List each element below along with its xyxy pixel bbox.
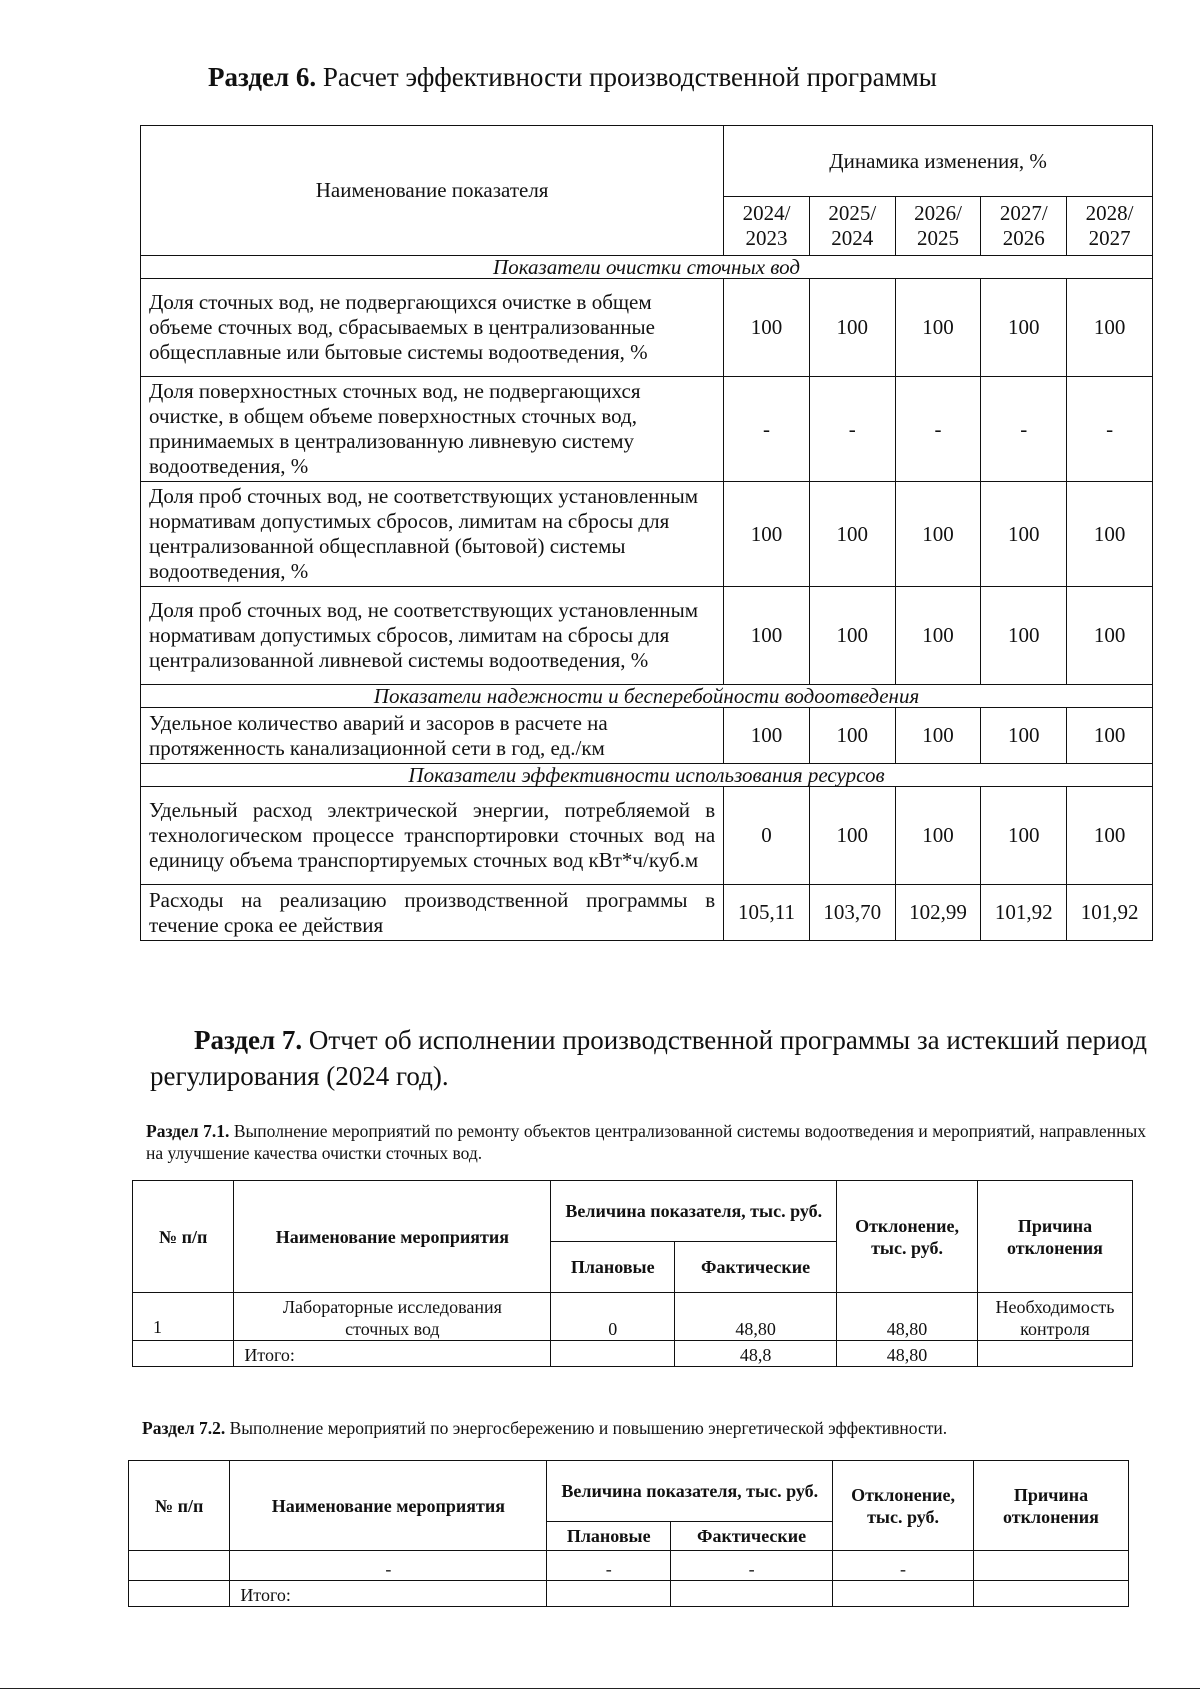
row-actual: - <box>671 1551 833 1581</box>
row-deviation: - <box>833 1551 974 1581</box>
efficiency-table <box>140 125 1153 941</box>
indicator-value: 100 <box>981 587 1067 685</box>
indicator-value: - <box>981 377 1067 482</box>
section7-2-title: Выполнение мероприятий по энергосбережению и повышению энергетической эффективности. <box>229 1418 948 1438</box>
indicator-value: 100 <box>981 787 1067 885</box>
year-header <box>895 197 981 256</box>
indicator-value: 100 <box>895 587 981 685</box>
row-reason: Необходимость контроля <box>977 1293 1132 1341</box>
table-row <box>133 1293 1133 1341</box>
row-planned: 0 <box>551 1293 675 1341</box>
indicator-value: 100 <box>809 787 895 885</box>
table-row <box>141 885 1153 941</box>
indicator-name: Удельный расход электрической энергии, потребляемой в технологическом процессе транспортировки сточных вод на единицу объема транспортируемых сточных вод кВт*ч/куб.м <box>141 787 724 885</box>
table-row <box>141 587 1153 685</box>
section6-label: Раздел 6. <box>208 62 317 92</box>
section-title: Показатели эффективности использования ресурсов <box>141 764 1153 787</box>
indicator-value: 102,99 <box>895 885 981 941</box>
total-label: Итого: <box>230 1581 547 1607</box>
table-row <box>141 708 1153 764</box>
total-num-empty <box>133 1341 234 1367</box>
measure-name-header: Наименование мероприятия <box>230 1461 547 1551</box>
row-num-empty <box>129 1551 230 1581</box>
num-header: № п/п <box>133 1181 234 1293</box>
indicator-value: 103,70 <box>809 885 895 941</box>
total-reason-empty <box>973 1581 1128 1607</box>
indicator-value: - <box>1067 377 1153 482</box>
planned-header: Плановые <box>551 1242 675 1293</box>
row-name: - <box>230 1551 547 1581</box>
year-header-top: 2026/ <box>914 201 962 225</box>
row-name: Лабораторные исследования сточных вод <box>234 1293 551 1341</box>
indicator-value: 100 <box>809 279 895 377</box>
section-title: Показатели очистки сточных вод <box>141 256 1153 279</box>
indicator-value: 101,92 <box>981 885 1067 941</box>
total-planned-empty <box>551 1341 675 1367</box>
year-header <box>724 197 810 256</box>
indicator-value: 100 <box>724 279 810 377</box>
section-row <box>141 685 1153 708</box>
row-reason-empty <box>973 1551 1128 1581</box>
total-deviation-empty <box>833 1581 974 1607</box>
indicator-value: 100 <box>895 482 981 587</box>
measure-name-header: Наименование мероприятия <box>234 1181 551 1293</box>
total-num-empty <box>129 1581 230 1607</box>
year-header <box>981 197 1067 256</box>
year-header-top: 2027/ <box>999 201 1048 225</box>
year-header-bottom: 2027 <box>1088 226 1131 250</box>
total-actual: 48,8 <box>675 1341 837 1367</box>
deviation-header: Отклонение, тыс. руб. <box>833 1461 974 1551</box>
value-header: Величина показателя, тыс. руб. <box>551 1181 837 1242</box>
indicator-value: 100 <box>724 708 810 764</box>
reason-header: Причина отклонения <box>973 1461 1128 1551</box>
year-header-bottom: 2023 <box>745 226 788 250</box>
year-header-top: 2024/ <box>742 201 791 225</box>
row-actual: 48,80 <box>675 1293 837 1341</box>
year-header-top: 2025/ <box>828 201 877 225</box>
planned-header: Плановые <box>547 1522 671 1551</box>
actual-header: Фактические <box>671 1522 833 1551</box>
section7-2-heading <box>142 1418 947 1439</box>
reason-header: Причина отклонения <box>977 1181 1132 1293</box>
total-row <box>133 1341 1133 1367</box>
section7-1-title: Выполнение мероприятий по ремонту объектов централизованной системы водоотведения и мероприятий, направленных на улучшение качества очистки сточных вод. <box>146 1121 1146 1163</box>
indicator-value: 100 <box>981 482 1067 587</box>
indicator-value: 100 <box>981 708 1067 764</box>
num-header: № п/п <box>129 1461 230 1551</box>
indicator-name: Удельное количество аварий и засоров в расчете на протяженность канализационной сети в год, ед./км <box>141 708 724 764</box>
indicator-value: 100 <box>809 587 895 685</box>
section7-2-label: Раздел 7.2. <box>142 1418 226 1438</box>
section7-1-label: Раздел 7.1. <box>146 1121 230 1141</box>
table-row <box>129 1551 1129 1581</box>
table-row <box>141 377 1153 482</box>
indicator-value: - <box>895 377 981 482</box>
energy-saving-table <box>128 1460 1129 1607</box>
indicator-value: 100 <box>724 587 810 685</box>
deviation-header: Отклонение, тыс. руб. <box>837 1181 978 1293</box>
total-actual-empty <box>671 1581 833 1607</box>
table-row <box>141 279 1153 377</box>
section7-title: Отчет об исполнении производственной программы за истекший период регулирования (2024 год). <box>150 1025 1147 1091</box>
total-reason-empty <box>977 1341 1132 1367</box>
indicator-value: 100 <box>1067 279 1153 377</box>
section7-1-heading <box>146 1120 1146 1164</box>
indicator-value: 100 <box>1067 708 1153 764</box>
indicator-value: 100 <box>895 787 981 885</box>
total-deviation: 48,80 <box>837 1341 978 1367</box>
value-header: Величина показателя, тыс. руб. <box>547 1461 833 1522</box>
indicator-value: - <box>724 377 810 482</box>
total-row <box>129 1581 1129 1607</box>
row-num: 1 <box>133 1293 234 1341</box>
indicator-name: Доля поверхностных сточных вод, не подвергающихся очистке, в общем объеме поверхностных сточных вод, принимаемых в централизованную ливневую систему водоотведения, % <box>141 377 724 482</box>
row-planned: - <box>547 1551 671 1581</box>
page-bottom-rule <box>0 1688 1200 1689</box>
indicator-value: 101,92 <box>1067 885 1153 941</box>
indicator-name: Доля сточных вод, не подвергающихся очистке в общем объеме сточных вод, сбрасываемых в централизованные общесплавные или бытовые системы водоотведения, % <box>141 279 724 377</box>
repair-measures-table <box>132 1180 1133 1367</box>
year-header-bottom: 2024 <box>831 226 874 250</box>
total-planned-empty <box>547 1581 671 1607</box>
indicator-value: 100 <box>724 482 810 587</box>
indicator-value: 100 <box>1067 482 1153 587</box>
table-header-row <box>141 126 1153 197</box>
table-header-row <box>133 1181 1133 1242</box>
year-header-bottom: 2026 <box>1002 226 1045 250</box>
indicator-value: 100 <box>809 708 895 764</box>
indicator-value: - <box>809 377 895 482</box>
table-row <box>141 482 1153 587</box>
year-header-bottom: 2025 <box>917 226 960 250</box>
section-row <box>141 256 1153 279</box>
section-row <box>141 764 1153 787</box>
total-label: Итого: <box>234 1341 551 1367</box>
indicator-value: 100 <box>1067 587 1153 685</box>
indicator-value: 100 <box>895 279 981 377</box>
table-header-row <box>129 1461 1129 1522</box>
row-deviation: 48,80 <box>837 1293 978 1341</box>
actual-header: Фактические <box>675 1242 837 1293</box>
indicator-value: 105,11 <box>724 885 810 941</box>
indicator-value: 0 <box>724 787 810 885</box>
year-header-top: 2028/ <box>1085 201 1134 225</box>
indicator-value: 100 <box>895 708 981 764</box>
section6-heading <box>208 62 937 93</box>
table-row <box>141 787 1153 885</box>
year-header <box>809 197 895 256</box>
indicator-name: Доля проб сточных вод, не соответствующих установленным нормативам допустимых сбросов, лимитам на сбросы для централизованной ливневой системы водоотведения, % <box>141 587 724 685</box>
indicator-name: Расходы на реализацию производственной программы в течение срока ее действия <box>141 885 724 941</box>
indicator-name-header: Наименование показателя <box>141 126 724 256</box>
section-title: Показатели надежности и бесперебойности водоотведения <box>141 685 1153 708</box>
section6-title: Расчет эффективности производственной программы <box>322 62 937 92</box>
year-header <box>1067 197 1153 256</box>
indicator-value: 100 <box>981 279 1067 377</box>
section7-heading <box>150 1022 1160 1094</box>
indicator-value: 100 <box>1067 787 1153 885</box>
indicator-name: Доля проб сточных вод, не соответствующих установленным нормативам допустимых сбросов, лимитам на сбросы для централизованной общесплавной (бытовой) системы водоотведения, % <box>141 482 724 587</box>
section7-label: Раздел 7. <box>194 1025 303 1055</box>
dynamics-header: Динамика изменения, % <box>724 126 1153 197</box>
indicator-value: 100 <box>809 482 895 587</box>
